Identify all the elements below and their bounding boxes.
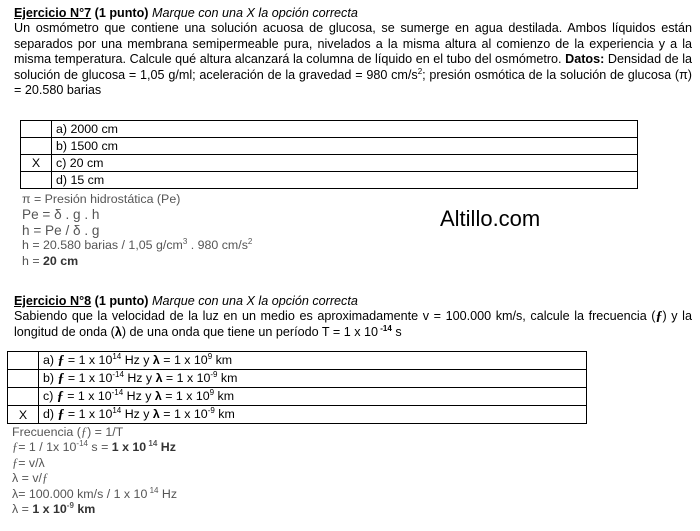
- lambda-symbol: λ: [154, 389, 162, 403]
- solution-text: Frecuencia (: [12, 425, 81, 439]
- frequency-symbol: ƒ: [56, 389, 64, 404]
- option-mark[interactable]: [8, 370, 39, 388]
- lambda-symbol: λ: [114, 324, 122, 339]
- frequency-symbol: ƒ: [655, 309, 663, 324]
- solution-answer: Hz: [157, 440, 176, 455]
- solution-line: Pe = δ . g . h: [22, 207, 100, 223]
- option-text: km: [212, 353, 233, 367]
- frequency-symbol: ƒ: [57, 353, 65, 368]
- exponent: -14: [378, 323, 392, 333]
- option-text: km: [214, 389, 235, 403]
- solution-answer: 1 x 10: [111, 440, 147, 455]
- option-row[interactable]: [21, 121, 638, 138]
- exercise-7-header: [14, 5, 694, 21]
- exponent: 14: [147, 485, 159, 495]
- option-text: = 1 x 10: [159, 407, 208, 421]
- lambda-symbol: λ: [152, 353, 160, 367]
- exponent: 9: [209, 388, 215, 397]
- solution-line: [12, 425, 412, 440]
- option-row[interactable]: [21, 138, 638, 155]
- solution-text: . 980 cm/s: [187, 238, 248, 253]
- lambda-symbol: λ: [155, 371, 163, 385]
- option-text: Hz y: [123, 371, 156, 385]
- solution-line: [22, 238, 422, 253]
- option-letter: a): [43, 353, 58, 367]
- option-text: Hz y: [121, 407, 153, 421]
- exponent: -14: [76, 439, 88, 449]
- exponent: 9: [207, 352, 213, 361]
- solution-text: λ = v/: [12, 471, 42, 486]
- frequency-symbol: ƒ: [80, 425, 88, 439]
- solution-text: h = 20.580 barias / 1,05 g/cm: [22, 238, 183, 253]
- exercise-7-solution: [22, 192, 422, 269]
- exponent: 2: [247, 237, 253, 247]
- option-label: b) 1500 cm: [52, 138, 638, 155]
- option-text: km: [214, 407, 235, 421]
- option-letter: d): [43, 407, 58, 421]
- solution-answer: 20 cm: [43, 253, 79, 268]
- solution-line: [12, 471, 412, 486]
- exercise-7-instruction: Marque con una X la opción correcta: [152, 6, 358, 20]
- frequency-symbol: ƒ: [12, 440, 19, 455]
- exponent: 2: [417, 66, 423, 76]
- option-row[interactable]: [21, 155, 638, 172]
- solution-text: Hz: [158, 486, 178, 501]
- frequency-symbol: ƒ: [41, 471, 49, 486]
- solution-line: [12, 456, 412, 471]
- exponent: 3: [182, 237, 188, 247]
- exercise-8-statement: [14, 309, 692, 340]
- option-label: [39, 388, 587, 406]
- exponent: -14: [112, 370, 124, 379]
- exponent: -9: [207, 406, 215, 415]
- exercise-8-title: Ejercicio N°8: [14, 294, 92, 308]
- exercise-8-text: ) y la longitud de onda (: [14, 309, 692, 339]
- solution-text: λ =: [12, 502, 33, 517]
- solution-line: [12, 502, 412, 517]
- solution-text: = v/λ: [18, 455, 45, 470]
- solution-answer: km: [73, 502, 96, 517]
- option-label: [39, 352, 587, 370]
- exponent: -9: [210, 370, 218, 379]
- solution-line: π = Presión hidrostática (Pe): [22, 192, 181, 206]
- exponent: 14: [112, 406, 122, 415]
- exponent: 14: [146, 439, 158, 449]
- option-text: = 1 x 10: [161, 389, 210, 403]
- exercise-8-text: s: [391, 324, 402, 339]
- solution-line: h = Pe / δ . g: [22, 222, 100, 238]
- option-text: Hz y: [123, 389, 155, 403]
- option-letter: b): [43, 371, 58, 385]
- option-mark[interactable]: X: [21, 155, 52, 172]
- exercise-7-points: (1 punto): [94, 6, 149, 20]
- option-mark[interactable]: [21, 172, 52, 189]
- option-text: km: [217, 371, 238, 385]
- option-row[interactable]: [8, 388, 587, 406]
- solution-text: λ= 100.000 km/s / 1 x 10: [12, 486, 148, 501]
- option-text: Hz y: [121, 353, 153, 367]
- solution-text: h =: [22, 253, 44, 268]
- datos-label: Datos:: [565, 52, 605, 67]
- exercise-7-title: Ejercicio N°7: [14, 6, 92, 20]
- option-label: c) 20 cm: [52, 155, 638, 172]
- exercise-7-text: Un osmómetro que contiene una solución acuosa de glucosa, se sumerge en agua destilada. Ambos líquidos están separados por una membrana semipermeable pura, nivelados a la misma altura al comienzo de la experiencia y a la misma temperatura. Calcule qué altura alcanzará la columna de líquido en el tubo del osmómetro.: [14, 21, 692, 67]
- option-row[interactable]: [8, 370, 587, 388]
- exercise-8-options-table: [7, 351, 587, 424]
- solution-answer: 1 x 10: [32, 502, 67, 517]
- option-text: = 1 x 10: [64, 371, 113, 385]
- exercise-8-points: (1 punto): [94, 294, 149, 308]
- frequency-symbol: ƒ: [57, 407, 65, 422]
- option-label: [39, 370, 587, 388]
- exponent: -14: [111, 388, 124, 397]
- solution-text: s =: [87, 440, 112, 455]
- option-label: [39, 406, 587, 424]
- option-row[interactable]: [8, 406, 587, 424]
- exercise-7-statement: [14, 21, 692, 99]
- exercise-8-text: ) de una onda que tiene un período T = 1 x 10: [121, 324, 379, 339]
- option-mark[interactable]: [21, 121, 52, 138]
- solution-text: ) = 1/T: [87, 425, 124, 439]
- option-text: = 1 x 10: [159, 353, 208, 367]
- option-text: = 1 x 10: [64, 353, 113, 367]
- exercise-7-data-end: ; presión osmótica de la solución de glucosa (π) = 20.580 barias: [14, 67, 692, 98]
- exercise-8-text: Sabiendo que la velocidad de la luz en un medio es aproximadamente v = 100.000 km/s, calcule la frecuencia (: [14, 309, 656, 323]
- frequency-symbol: ƒ: [12, 455, 19, 470]
- solution-line: [22, 254, 422, 269]
- option-row[interactable]: [21, 172, 638, 189]
- exponent: -9: [66, 501, 74, 511]
- frequency-symbol: ƒ: [57, 371, 65, 386]
- option-letter: c): [43, 389, 57, 403]
- option-label: d) 15 cm: [52, 172, 638, 189]
- exponent: 14: [112, 352, 122, 361]
- option-row[interactable]: [8, 352, 587, 370]
- option-text: = 1 x 10: [162, 371, 211, 385]
- option-text: = 1 x 10: [63, 389, 112, 403]
- solution-text: = 1 / 1x 10: [18, 440, 77, 455]
- option-mark[interactable]: [21, 138, 52, 155]
- lambda-symbol: λ: [152, 407, 160, 421]
- solution-line: [12, 440, 412, 455]
- option-mark[interactable]: [8, 388, 39, 406]
- option-label: a) 2000 cm: [52, 121, 638, 138]
- exercise-7-data: Densidad de la solución de glucosa = 1,05 g/ml; aceleración de la gravedad = 980 cm/s: [14, 52, 692, 82]
- exercise-8-instruction: Marque con una X la opción correcta: [152, 294, 358, 308]
- option-mark[interactable]: [8, 352, 39, 370]
- watermark-logo: Altillo.com: [440, 206, 541, 231]
- option-text: = 1 x 10: [64, 407, 113, 421]
- solution-line: [12, 487, 412, 502]
- exercise-7-options-table: [20, 120, 638, 189]
- exercise-8-header: [14, 293, 694, 309]
- option-mark[interactable]: X: [8, 406, 39, 424]
- exercise-8-solution: [12, 425, 412, 517]
